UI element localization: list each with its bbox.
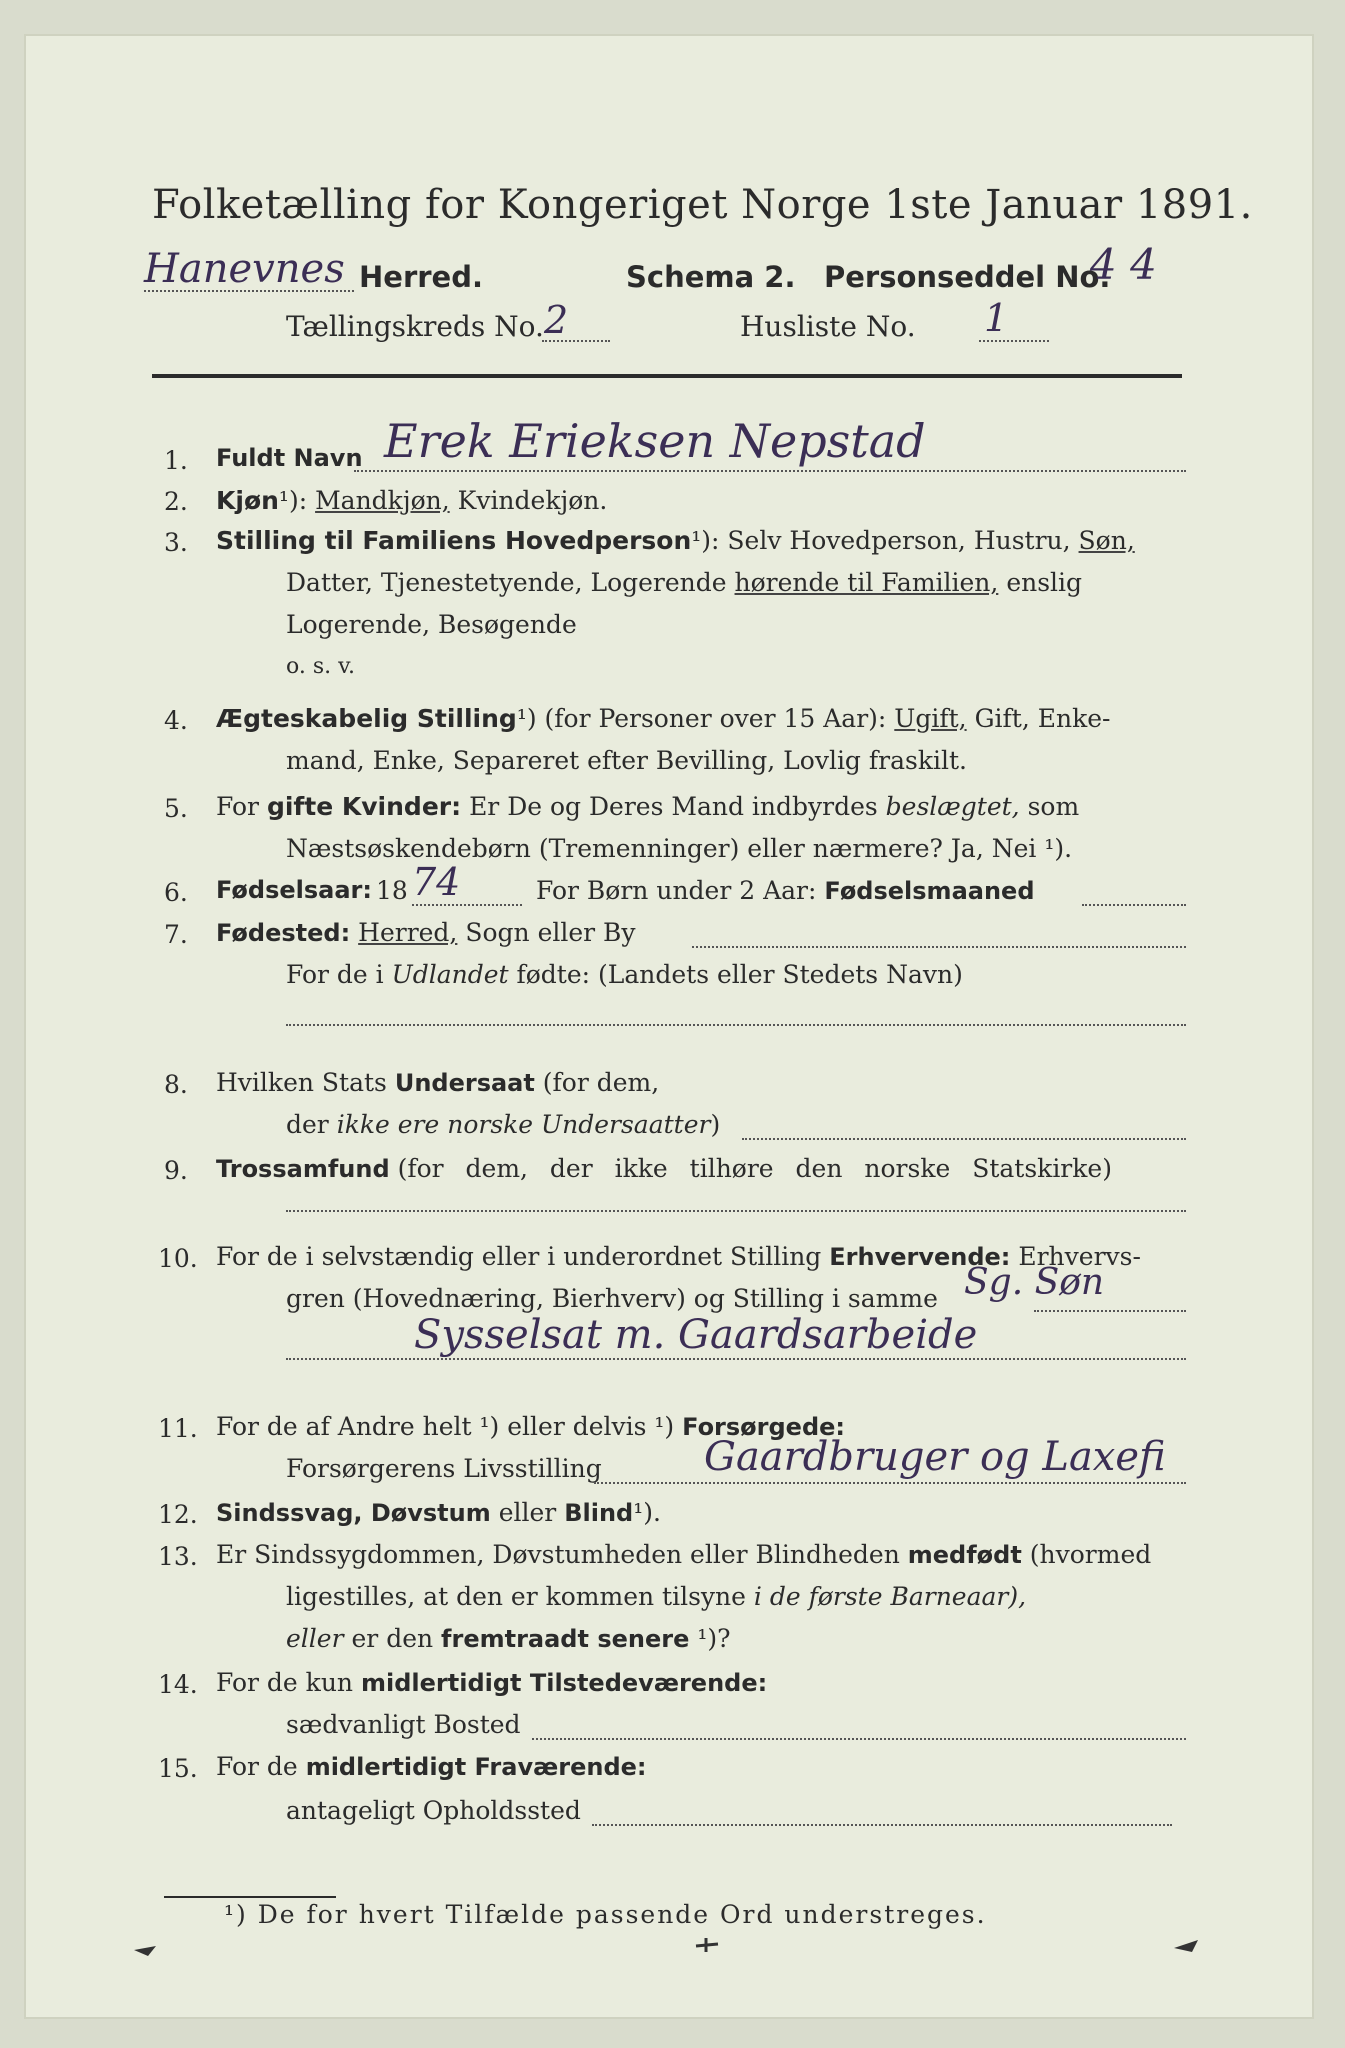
temporary-absent-label: midlertidigt Fraværende: — [305, 1753, 647, 1781]
supporter-occupation-label: Forsørgerens Livsstilling — [286, 1454, 602, 1483]
item-number-7: 7. — [164, 920, 188, 949]
family-position-options: ¹): Selv Hovedperson, Hustru, — [691, 526, 1071, 555]
footnote-mark-12: ¹). — [633, 1498, 661, 1527]
married-women-line2: Næstsøskendebørn (Tremenninger) eller nærmere? Ja, Nei ¹). — [286, 834, 1073, 863]
marital-status-line1 — [216, 704, 1110, 733]
item-number-3: 3. — [164, 528, 188, 557]
occupation-dotline-2 — [286, 1358, 1186, 1360]
married-women-question: Er De og Deres Mand indbyrdes — [469, 792, 878, 821]
occupation-line2: gren (Hovednæring, Bierhverv) og Stilling i samme — [286, 1284, 938, 1313]
birth-year-prefix: 18 — [376, 876, 408, 905]
option-unmarried: Ugift, — [894, 704, 967, 733]
kreds-handwritten: 2 — [544, 298, 569, 342]
disability-blind: Blind — [564, 1499, 634, 1527]
kreds-dotline — [542, 340, 610, 342]
married-women-line1 — [216, 792, 1079, 821]
gender-option-female: Kvindekjøn. — [457, 486, 608, 515]
gender-label: Kjøn — [216, 486, 279, 515]
citizenship-der: der — [286, 1110, 329, 1139]
usual-residence-label: sædvanligt Bosted — [286, 1710, 521, 1739]
supporter-dotline — [594, 1482, 1186, 1484]
disability-line — [216, 1498, 661, 1527]
congenital-later: fremtraadt senere — [441, 1625, 690, 1653]
header-rule — [152, 374, 1182, 378]
family-position-line2 — [286, 568, 1082, 597]
religion-line — [216, 1154, 1112, 1183]
option-herred: Herred, — [358, 918, 458, 947]
citizenship-not-norwegian: ikke ere norske Undersaatter — [336, 1110, 711, 1139]
item-number-2: 2. — [164, 487, 188, 516]
birthplace-options: Sogn eller By — [465, 918, 636, 947]
option-belonging-to-family: hørende til Familien, — [734, 568, 999, 597]
footnote: ¹) De for hvert Tilfælde passende Ord understreges. — [224, 1900, 987, 1929]
kreds-label: Tællingskreds No. — [286, 310, 544, 343]
congenital-first-years: i de første Barneaar), — [753, 1582, 1027, 1611]
item-number-8: 8. — [164, 1070, 188, 1099]
birthplace-label: Fødested: — [216, 919, 351, 947]
husliste-dotline — [979, 340, 1049, 342]
supported-question: For de af Andre helt ¹) eller delvis ¹) — [216, 1412, 675, 1441]
citizenship-condition: (for dem, — [542, 1068, 660, 1097]
married-women-related: beslægtet, — [885, 792, 1020, 821]
birth-month-line — [536, 876, 1035, 905]
full-name-handwritten: Erek Erieksen Nepstad — [384, 414, 926, 468]
option-single: enslig — [1006, 568, 1083, 597]
center-mark — [692, 1934, 722, 1964]
full-name-label: Fuldt Navn — [216, 444, 363, 472]
supporter-occupation-handwritten: Gaardbruger og Laxefi — [704, 1434, 1166, 1480]
herred-handwritten: Hanevnes — [144, 246, 345, 292]
birthplace-line2 — [286, 960, 963, 989]
husliste-handwritten: 1 — [984, 296, 1009, 340]
marital-status-condition: ¹) (for Personer over 15 Aar): — [516, 704, 887, 733]
form-title: Folketælling for Kongeriget Norge 1ste Januar 1891. — [152, 182, 1253, 228]
religion-dotline — [286, 1210, 1186, 1212]
temporary-absent-line1 — [216, 1752, 647, 1781]
congenital-or: eller — [286, 1624, 344, 1653]
footnote-rule — [164, 1896, 336, 1898]
probable-residence-dotline — [592, 1824, 1172, 1826]
birthplace-dotline — [692, 946, 1186, 948]
item-number-4: 4. — [164, 706, 188, 735]
disability-or: eller — [498, 1498, 557, 1527]
citizenship-line2 — [286, 1110, 720, 1139]
item-number-5: 5. — [164, 794, 188, 823]
item-number-1: 1. — [164, 446, 188, 475]
supported-label: Forsørgede: — [682, 1413, 846, 1441]
occupation-handwritten-1: Sg. Søn — [964, 1262, 1105, 1303]
item-number-11: 11. — [158, 1414, 198, 1443]
gender-option-male: Mandkjøn, — [315, 486, 450, 515]
marital-status-label: Ægteskabelig Stilling — [216, 704, 517, 733]
abroad-word: Udlandet — [391, 960, 509, 989]
item-number-6: 6. — [164, 878, 188, 907]
congenital-is-it: er den — [351, 1624, 434, 1653]
married-women-for: For — [216, 792, 259, 821]
congenital-question: Er Sindssygdommen, Døvstumheden eller Blindheden — [216, 1540, 900, 1569]
congenital-line3 — [286, 1624, 731, 1653]
occupation-question: For de i selvstændig eller i underordnet Stilling — [216, 1242, 822, 1271]
birthplace-abroad-dotline — [286, 1024, 1186, 1026]
marital-status-options: Gift, Enke- — [974, 704, 1111, 733]
temporary-absent-prefix: For de — [216, 1752, 298, 1781]
husliste-label: Husliste No. — [740, 310, 916, 343]
birthplace-line1 — [216, 918, 636, 947]
probable-residence-label: antageligt Opholdssted — [286, 1796, 581, 1825]
birth-month-dotline — [1082, 904, 1186, 906]
full-name-dotline — [354, 470, 1186, 472]
birth-month-label: Fødselsmaaned — [824, 877, 1035, 905]
disability-label: Sindssvag, Døvstum — [216, 1499, 491, 1527]
birth-year-label: Fødselsaar: — [216, 876, 372, 904]
temporary-present-prefix: For de kun — [216, 1668, 354, 1697]
abroad-prefix: For de i — [286, 960, 384, 989]
item-number-14: 14. — [158, 1670, 198, 1699]
census-form-sheet — [24, 34, 1314, 2019]
personseddel-label: Personseddel No. — [824, 260, 1111, 294]
citizenship-label: Undersaat — [394, 1069, 535, 1097]
schema-label: Schema 2. — [626, 260, 796, 294]
temporary-present-line1 — [216, 1668, 767, 1697]
congenital-hvormed: (hvormed — [1029, 1540, 1152, 1569]
closing-paren: ) — [710, 1110, 721, 1139]
citizenship-dotline — [742, 1138, 1186, 1140]
herred-dotline — [144, 290, 354, 292]
married-women-label: gifte Kvinder: — [266, 792, 462, 821]
occupation-branch: Erhvervs- — [1018, 1242, 1141, 1271]
item-number-12: 12. — [158, 1500, 198, 1529]
option-son: Søn, — [1078, 526, 1135, 555]
usual-residence-dotline — [532, 1738, 1186, 1740]
birth-year-dotline — [412, 904, 522, 906]
religion-label: Trossamfund — [216, 1155, 390, 1183]
family-position-line4: o. s. v. — [286, 654, 355, 679]
item-number-10: 10. — [158, 1244, 198, 1273]
gender-line — [216, 486, 607, 515]
temporary-present-label: midlertidigt Tilstedeværende: — [360, 1669, 768, 1697]
marital-status-line2: mand, Enke, Separeret efter Bevilling, Lovlig fraskilt. — [286, 746, 967, 775]
item-number-9: 9. — [164, 1156, 188, 1185]
corner-mark-left — [132, 1942, 162, 1972]
congenital-label: medfødt — [907, 1541, 1022, 1569]
congenital-line1 — [216, 1540, 1151, 1569]
abroad-question: fødte: (Landets eller Stedets Navn) — [516, 960, 963, 989]
herred-label: Herred. — [359, 260, 483, 294]
congenital-line2 — [286, 1582, 1026, 1611]
footnote-mark: ¹): — [278, 486, 308, 515]
footnote-mark-13: ¹)? — [697, 1624, 731, 1653]
congenital-equivalent: ligestilles, at den er kommen tilsyne — [286, 1582, 746, 1611]
personseddel-handwritten: 4 4 — [1090, 240, 1157, 289]
citizenship-question: Hvilken Stats — [216, 1068, 387, 1097]
item-number-15: 15. — [158, 1754, 198, 1783]
birth-year-handwritten: 74 — [412, 860, 461, 904]
citizenship-line1 — [216, 1068, 659, 1097]
family-position-label: Stilling til Familiens Hovedperson — [216, 526, 692, 555]
family-position-line3: Logerende, Besøgende — [286, 610, 577, 639]
married-women-as: som — [1027, 792, 1080, 821]
family-position-options-2: Datter, Tjenestetyende, Logerende — [286, 568, 727, 597]
occupation-dotline-1 — [1034, 1310, 1186, 1312]
religion-condition: (for dem, der ikke tilhøre den norske Statskirke) — [397, 1154, 1112, 1183]
item-number-13: 13. — [158, 1542, 198, 1571]
family-position-line1 — [216, 526, 1135, 555]
occupation-label: Erhvervende: — [829, 1243, 1011, 1271]
corner-mark-right — [1170, 1930, 1204, 1960]
birth-month-condition: For Børn under 2 Aar: — [536, 876, 817, 905]
occupation-handwritten-2: Sysselsat m. Gaardsarbeide — [414, 1312, 978, 1358]
